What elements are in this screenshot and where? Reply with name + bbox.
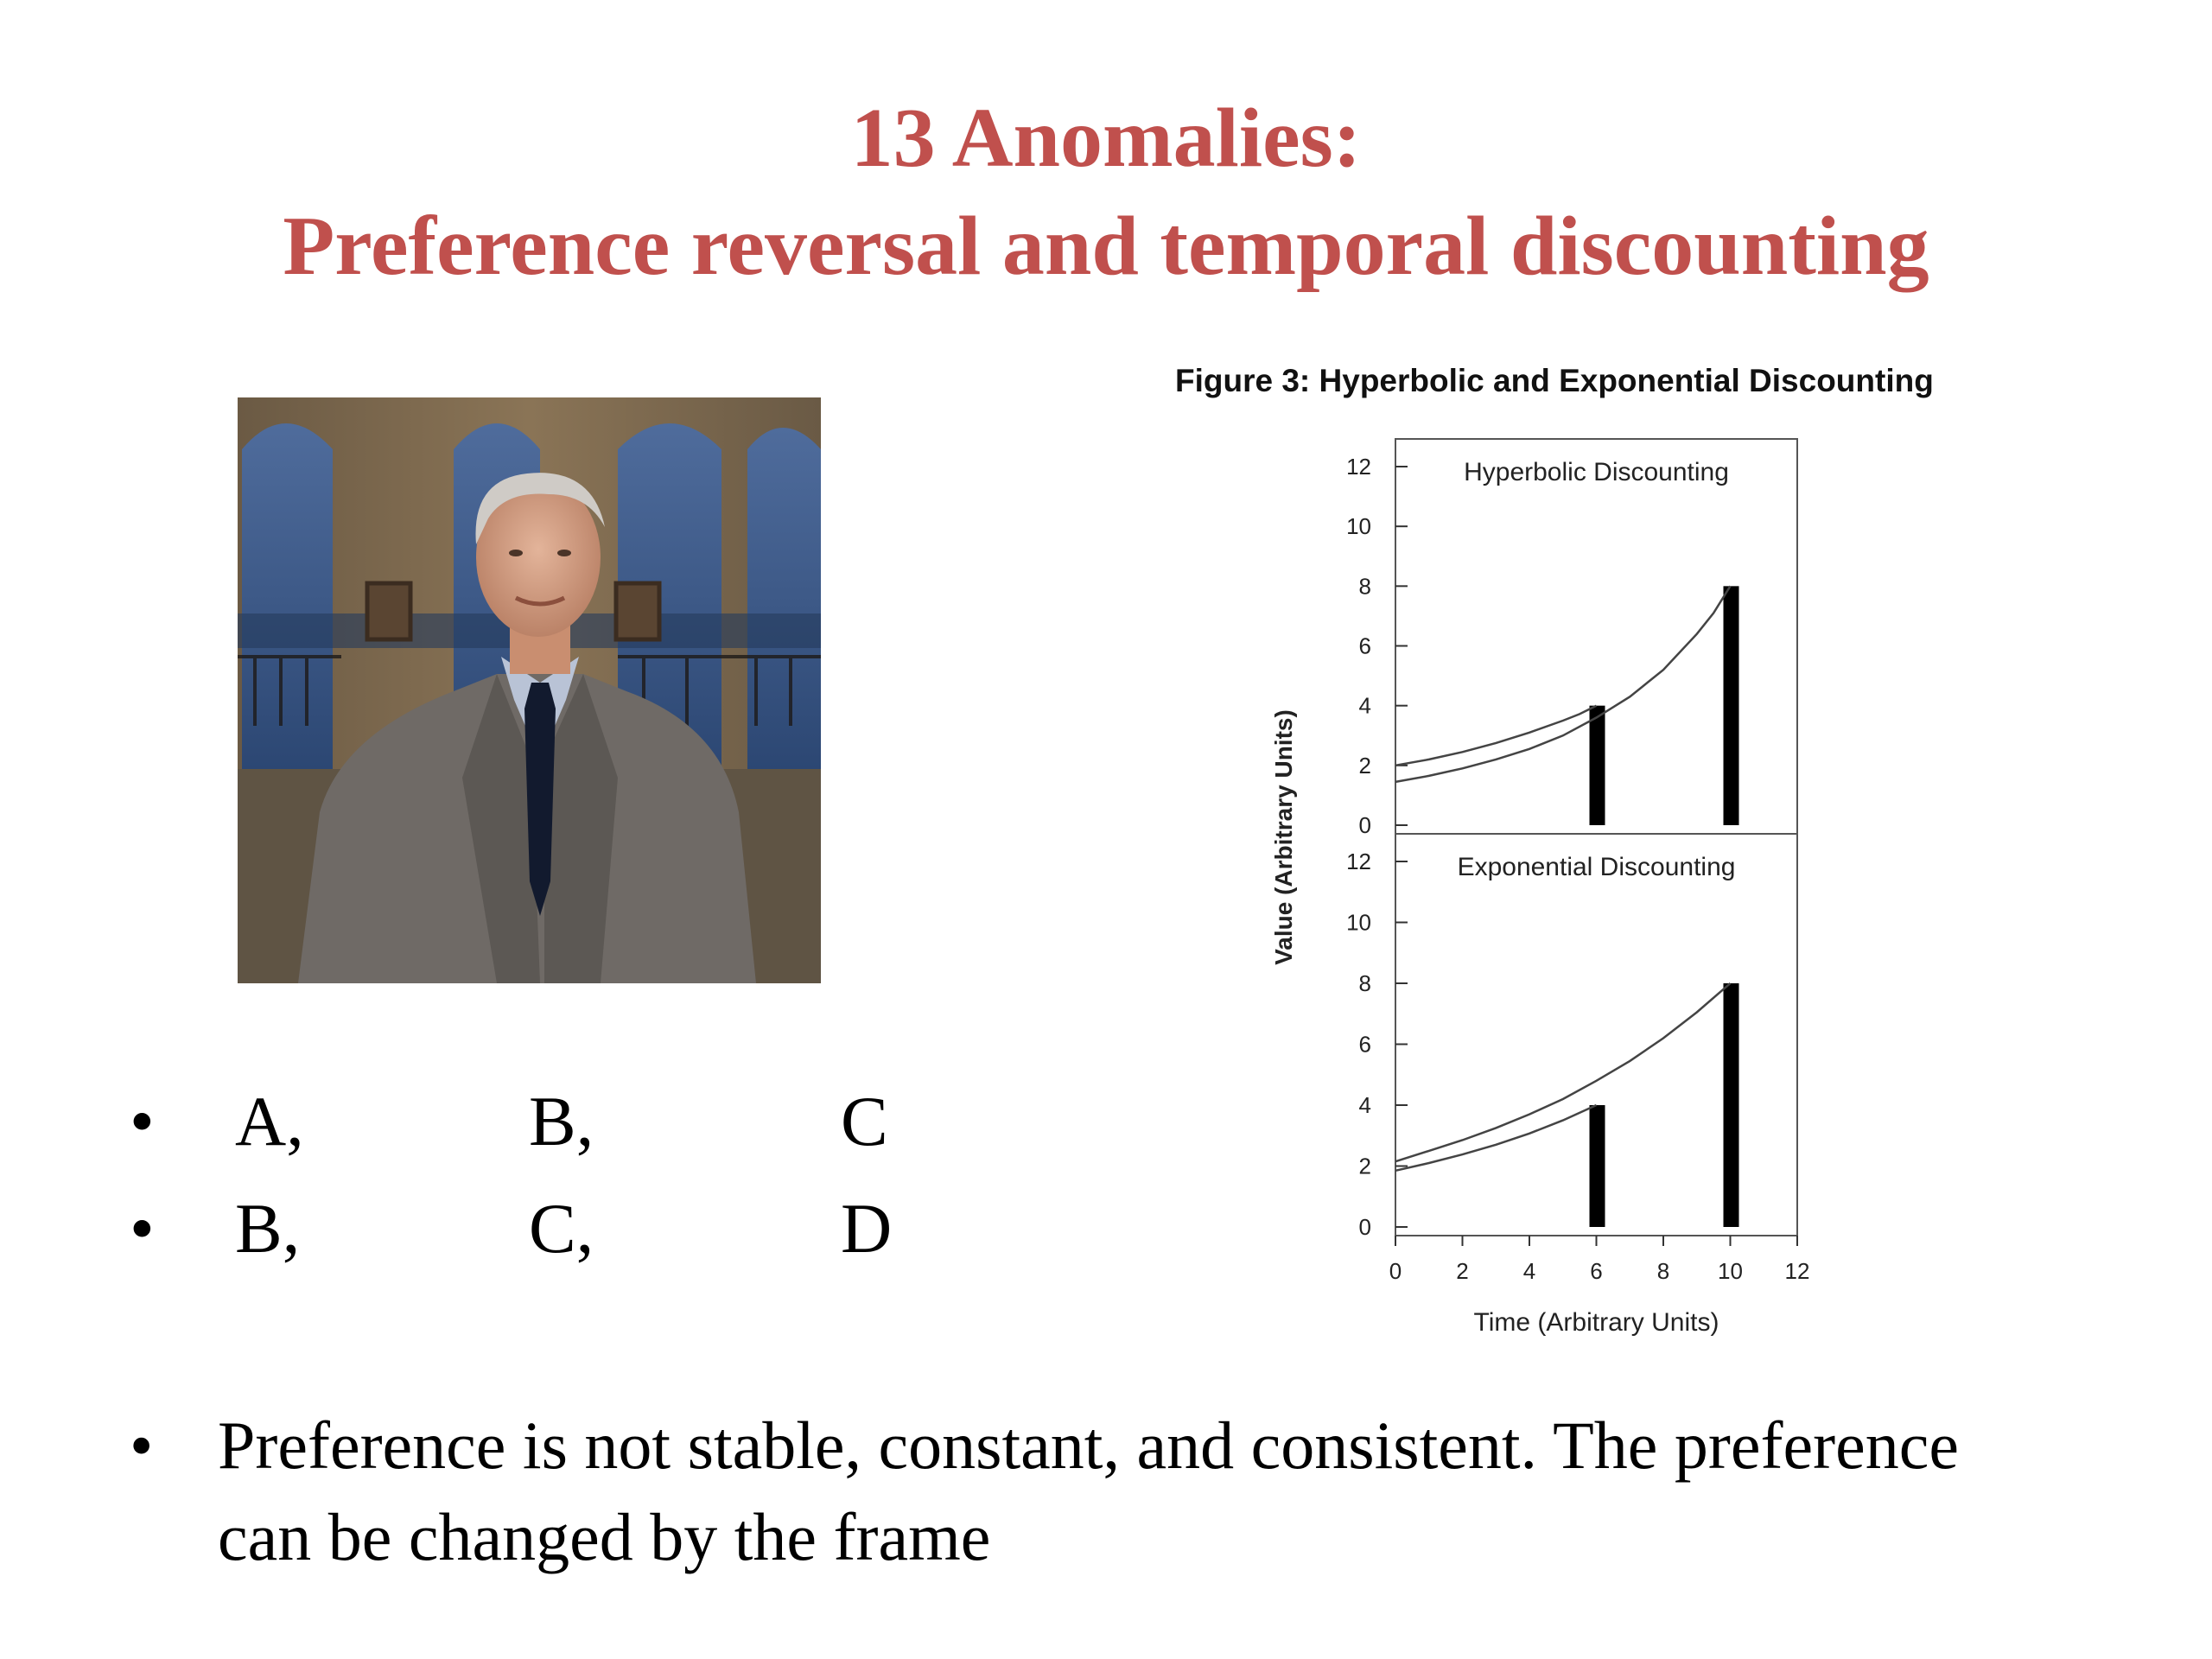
y-tick-label: 6 <box>1358 632 1371 659</box>
y-tick-label: 2 <box>1358 1153 1371 1179</box>
option-cell: C, <box>529 1189 594 1268</box>
conclusion-text: Preference is not stable, constant, and consistent. The preference can be changed by the frame <box>218 1408 1959 1574</box>
bullet-marker: • <box>130 1189 155 1268</box>
reward-bar <box>1590 1105 1605 1227</box>
x-axis-label: Time (Arbitrary Units) <box>1473 1308 1719 1337</box>
bullet-marker: • <box>130 1408 154 1483</box>
y-tick-label: 8 <box>1358 970 1371 996</box>
option-cell: D <box>841 1189 893 1268</box>
y-tick-label: 6 <box>1358 1031 1371 1058</box>
discounting-figure <box>1158 346 2005 1365</box>
option-cell: C <box>841 1082 888 1160</box>
discount-curve <box>1395 1105 1597 1171</box>
discount-curve <box>1395 983 1731 1161</box>
discount-curve <box>1395 586 1731 782</box>
option-cell: A, <box>235 1082 304 1160</box>
panel-title: Exponential Discounting <box>1457 853 1736 881</box>
slide-title-line-2: Preference reversal and temporal discounting <box>283 200 1929 293</box>
reward-bar <box>1590 706 1605 825</box>
y-tick-label: 8 <box>1358 573 1371 600</box>
reward-bar <box>1724 586 1739 825</box>
y-tick-label: 10 <box>1346 909 1371 936</box>
panel-title: Hyperbolic Discounting <box>1464 458 1729 486</box>
option-row-2 <box>0 1181 950 1276</box>
x-tick-label: 10 <box>1718 1258 1743 1284</box>
bullet-marker: • <box>130 1082 155 1160</box>
discounting-chart <box>1158 346 2005 1365</box>
y-tick-label: 0 <box>1358 1214 1371 1240</box>
y-axis-label: Value (Arbitrary Units) <box>1270 709 1297 965</box>
y-tick-label: 10 <box>1346 513 1371 540</box>
y-tick-label: 0 <box>1358 812 1371 838</box>
discount-curve <box>1395 706 1597 766</box>
y-tick-label: 4 <box>1358 692 1371 719</box>
y-tick-label: 4 <box>1358 1092 1371 1118</box>
x-tick-label: 6 <box>1590 1258 1603 1284</box>
slide-title-line-1: 13 Anomalies: <box>850 92 1362 185</box>
figure-title: Figure 3: Hyperbolic and Exponential Discounting <box>1175 363 1934 398</box>
option-cell: B, <box>529 1082 594 1160</box>
x-tick-label: 2 <box>1456 1258 1469 1284</box>
portrait-photo <box>238 397 821 983</box>
x-tick-label: 0 <box>1389 1258 1402 1284</box>
x-tick-label: 12 <box>1784 1258 1810 1284</box>
option-cell: B, <box>235 1189 301 1268</box>
x-tick-label: 4 <box>1522 1258 1536 1284</box>
option-row-1 <box>0 1074 950 1169</box>
reward-bar <box>1724 983 1739 1227</box>
x-tick-label: 8 <box>1656 1258 1670 1284</box>
y-tick-label: 2 <box>1358 752 1371 779</box>
y-tick-label: 12 <box>1346 454 1371 480</box>
y-tick-label: 12 <box>1346 849 1371 874</box>
